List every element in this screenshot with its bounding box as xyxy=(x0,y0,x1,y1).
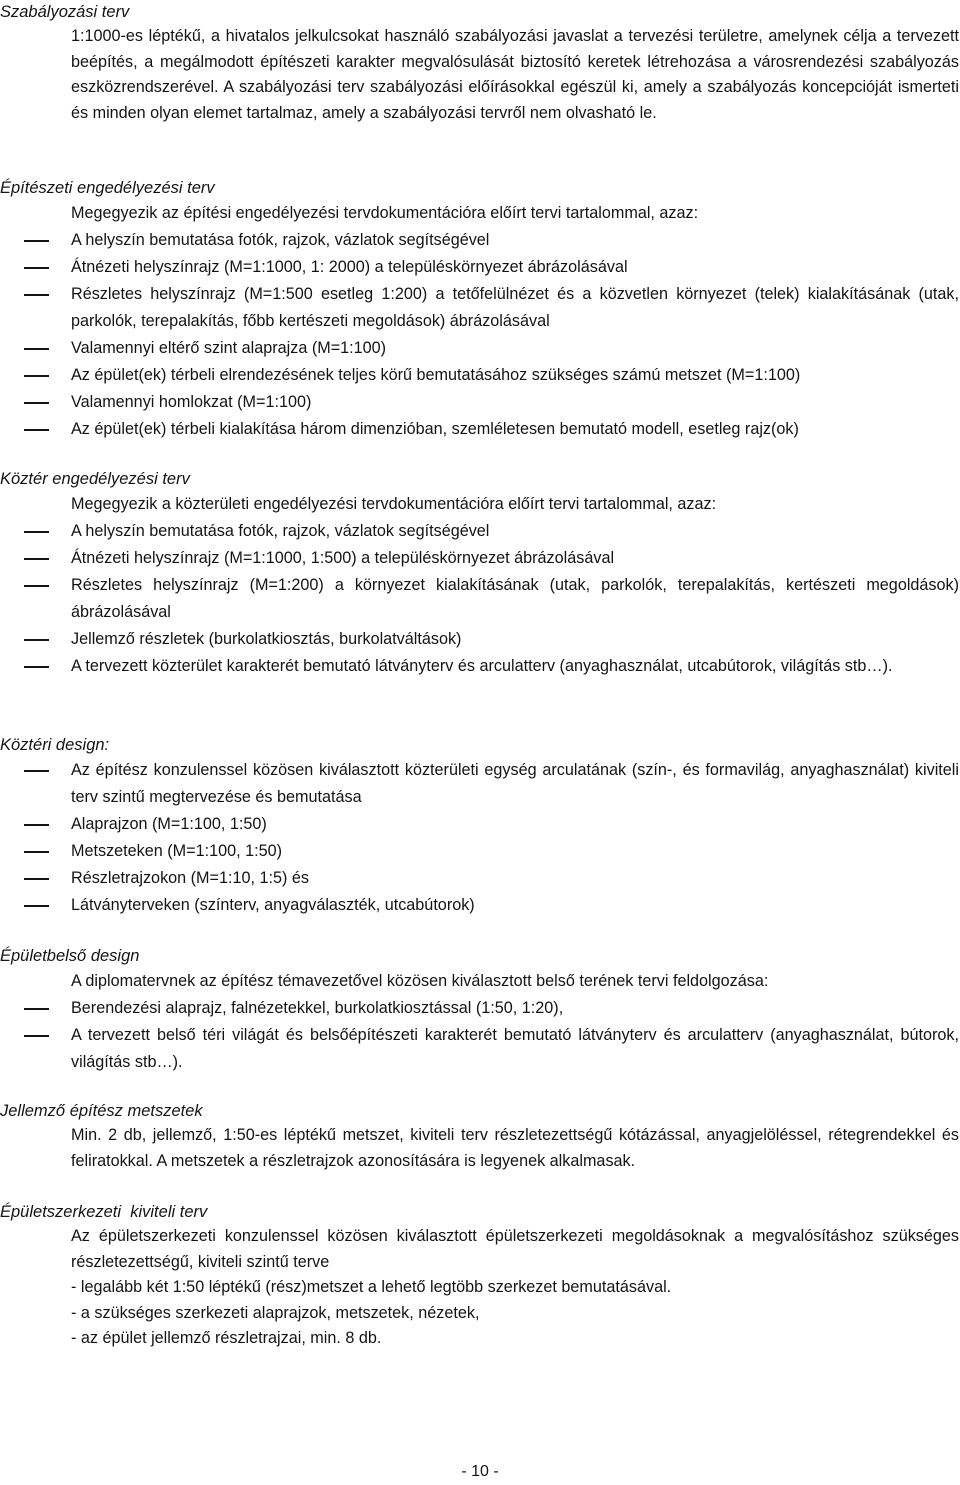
list-item-text: Részletes helyszínrajz (M=1:500 esetleg 1:200) a tetőfelülnézet és a közvetlen környezet (telek) kialakításának (utak, parkolók, terepalakítás, főbb kertészeti megoldások) ábrázolásával xyxy=(71,285,959,330)
list-item xyxy=(71,545,959,572)
list-item-text: Átnézeti helyszínrajz (M=1:1000, 1:500) a településkörnyezet ábrázolásával xyxy=(71,549,615,567)
list-item-text: Jellemző részletek (burkolatkiosztás, burkolatváltások) xyxy=(71,630,462,648)
dash-bullet xyxy=(24,851,49,853)
dash-bullet xyxy=(24,429,49,431)
list-item xyxy=(71,1022,959,1076)
dash-bullet xyxy=(24,1035,49,1037)
list-item xyxy=(71,865,959,892)
section-paragraph: 1:1000-es léptékű, a hivatalos jelkulcsokat használó szabályozási javaslat a tervezési területre, amelynek célja a tervezett beépítés, a megálmodott építészeti karakter megvalósulását biztosító keretek létrehozása a városrendezési szabályozás eszközrendszerével. A szabályozási terv szabályozási előírásokkal egészül ki, amely a szabályozás koncepcióját ismerteti és minden olyan elemet tartalmaz, amely a szabályozási tervről nem olvasható le. xyxy=(71,27,959,122)
dash-bullet xyxy=(24,402,49,404)
list-item-text: A helyszín bemutatása fotók, rajzok, vázlatok segítségével xyxy=(71,522,490,540)
list-item xyxy=(71,254,959,281)
section-heading: Köztér engedélyezési terv xyxy=(0,470,190,488)
section-heading: Köztéri design: xyxy=(0,736,110,754)
list-item-text: Látványterveken (színterv, anyagválaszték, utcabútorok) xyxy=(71,896,475,914)
list-item-text: Az építész konzulenssel közösen kiválasztott közterületi egység arculatának (szín-, és formavilág, anyaghasználat) kiviteli terv szintű megtervezése és bemutatása xyxy=(71,761,959,806)
section-epuletbelso-design xyxy=(0,944,960,1076)
list-item xyxy=(71,416,959,443)
list-item xyxy=(71,995,959,1022)
list-item-text: Részletes helyszínrajz (M=1:200) a környezet kialakításának (utak, parkolók, terepalakítás, kertészeti megoldások) ábrázolásával xyxy=(71,576,959,621)
list-item-text: A tervezett belső téri világát és belsőépítészeti karakterét bemutató látványterv és arculatterv (anyaghasználat, bútorok, világítás stb…). xyxy=(71,1026,959,1071)
list-item-text: Valamennyi eltérő szint alaprajza (M=1:100) xyxy=(71,339,387,357)
list-item xyxy=(71,227,959,254)
page-number: - 10 - xyxy=(461,1463,499,1480)
bullet-list xyxy=(0,227,960,443)
dash-bullet xyxy=(24,267,49,269)
dash-bullet xyxy=(24,375,49,377)
dash-bullet xyxy=(24,585,49,587)
section-epiteszeti-engedelyezesi-terv xyxy=(0,176,960,443)
list-item xyxy=(71,362,959,389)
list-item xyxy=(71,757,959,811)
section-intro: A diplomatervnek az építész témavezetővel közösen kiválasztott belső terének tervi feldolgozása: xyxy=(71,972,769,990)
list-item-text: Átnézeti helyszínrajz (M=1:1000, 1: 2000) a településkörnyezet ábrázolásával xyxy=(71,258,628,276)
section-szabalyozasi-terv xyxy=(0,0,960,126)
list-item-text: Az épület(ek) térbeli kialakítása három dimenzióban, szemléletesen bemutató modell, esetleg rajz(ok) xyxy=(71,420,799,438)
bullet-list xyxy=(0,995,960,1076)
bullet-list xyxy=(0,518,960,680)
section-paragraph: Az épületszerkezeti konzulenssel közösen kiválasztott épületszerkezeti megoldásoknak a megvalósításhoz szükséges részletezettségű, kiviteli szintű terve xyxy=(71,1227,959,1271)
list-item xyxy=(71,389,959,416)
dash-bullet xyxy=(24,666,49,668)
list-item xyxy=(71,626,959,653)
list-item xyxy=(71,281,959,335)
list-item xyxy=(71,892,959,919)
dash-bullet xyxy=(24,1008,49,1010)
text-line: - az épület jellemző részletrajzai, min. 8 db. xyxy=(71,1329,382,1348)
list-item xyxy=(71,572,959,626)
section-epuletszerkezeti-kiviteli-terv xyxy=(0,1200,960,1352)
list-item-text: Valamennyi homlokzat (M=1:100) xyxy=(71,393,312,411)
dash-bullet xyxy=(24,824,49,826)
dash-bullet xyxy=(24,294,49,296)
list-item-text: Berendezési alaprajz, falnézetekkel, burkolatkiosztással (1:50, 1:20), xyxy=(71,999,564,1017)
list-item xyxy=(71,653,959,680)
list-item-text: Az épület(ek) térbeli elrendezésének teljes körű bemutatásához szükséges számú metszet (M=1:100) xyxy=(71,366,801,384)
list-item-text: Részletrajzokon (M=1:10, 1:5) és xyxy=(71,869,309,887)
section-intro: Megegyezik az építési engedélyezési tervdokumentációra előírt tervi tartalommal, azaz: xyxy=(71,204,699,222)
list-item-text: A tervezett közterület karakterét bemutató látványterv és arculatterv (anyaghasználat, utcabútorok, világítás stb…). xyxy=(71,657,893,675)
dash-bullet xyxy=(24,348,49,350)
section-kozter-engedelyezesi-terv xyxy=(0,467,960,680)
section-jellemzo-epitesz-metszetek xyxy=(0,1099,960,1174)
list-item xyxy=(71,811,959,838)
dash-bullet xyxy=(24,558,49,560)
section-paragraph: Min. 2 db, jellemző, 1:50-es léptékű metszet, kiviteli terv részletezettségű kótázással, anyagjelöléssel, rétegrendekkel és feliratokkal. A metszetek a részletrajzok azonosítására is legyenek alkalmasak. xyxy=(71,1126,959,1170)
section-intro: Megegyezik a közterületi engedélyezési tervdokumentációra előírt tervi tartalommal, azaz: xyxy=(71,495,717,513)
dash-bullet xyxy=(24,531,49,533)
section-heading: Épületszerkezeti kiviteli terv xyxy=(0,1203,208,1221)
list-item xyxy=(71,335,959,362)
dash-bullet xyxy=(24,639,49,641)
section-kozteri-design xyxy=(0,733,960,919)
section-heading: Épületbelső design xyxy=(0,947,140,965)
list-item-text: A helyszín bemutatása fotók, rajzok, vázlatok segítségével xyxy=(71,231,490,249)
dash-bullet xyxy=(24,770,49,772)
dash-bullet xyxy=(24,240,49,242)
list-item-text: Alaprajzon (M=1:100, 1:50) xyxy=(71,815,267,833)
text-line: - legalább két 1:50 léptékű (rész)metszet a lehető legtöbb szerkezet bemutatásával. xyxy=(71,1278,672,1297)
section-heading: Építészeti engedélyezési terv xyxy=(0,179,215,197)
section-heading: Jellemző építész metszetek xyxy=(0,1102,203,1120)
list-item-text: Metszeteken (M=1:100, 1:50) xyxy=(71,842,282,860)
bullet-list xyxy=(0,757,960,919)
section-heading: Szabályozási terv xyxy=(0,3,130,21)
list-item xyxy=(71,518,959,545)
text-line: - a szükséges szerkezeti alaprajzok, metszetek, nézetek, xyxy=(71,1303,480,1322)
list-item xyxy=(71,838,959,865)
dash-bullet xyxy=(24,878,49,880)
dash-bullet xyxy=(24,905,49,907)
